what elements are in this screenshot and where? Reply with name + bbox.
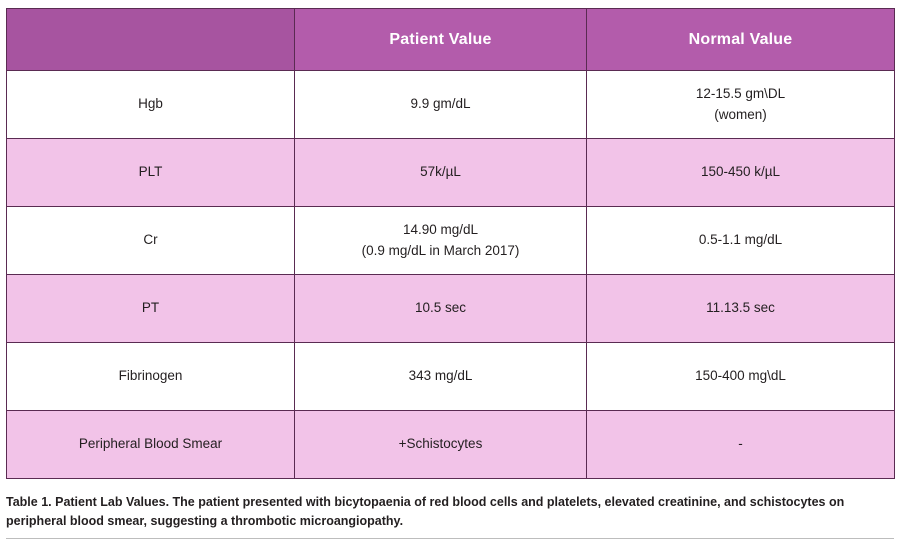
caption-title: Patient Lab Values.: [55, 495, 170, 509]
table-row: [7, 71, 895, 139]
table-caption: [6, 493, 894, 532]
normal-value-subtext: (women): [714, 106, 767, 122]
patient-value-text: +Schistocytes: [398, 436, 483, 452]
table-body: [7, 71, 895, 479]
row-label-plt: PLT: [7, 139, 295, 207]
patient-value-text: 14.90 mg/dL: [402, 222, 479, 238]
table-row: [7, 411, 895, 479]
row-label-hgb: Hgb: [7, 71, 295, 139]
row-label-fibrinogen: Fibrinogen: [7, 343, 295, 411]
header-cell-normal-value: Normal Value: [587, 9, 895, 71]
caption-number: Table 1.: [6, 495, 52, 509]
normal-value-text: -: [738, 436, 743, 452]
table-row: [7, 139, 895, 207]
row-label-pt: PT: [7, 275, 295, 343]
table-row: [7, 343, 895, 411]
row-normal-value-plt: [587, 139, 895, 207]
table-header-row: [7, 9, 895, 71]
row-label-peripheral-blood-smear: Peripheral Blood Smear: [7, 411, 295, 479]
normal-value-text: 0.5-1.1 mg/dL: [698, 232, 783, 248]
patient-value-text: 57k/µL: [420, 164, 461, 180]
table-row: [7, 207, 895, 275]
row-patient-value-plt: [295, 139, 587, 207]
header-cell-patient-value: Patient Value: [295, 9, 587, 71]
patient-value-text: 10.5 sec: [414, 300, 467, 316]
row-patient-value-peripheral-blood-smear: [295, 411, 587, 479]
normal-value-text: 150-400 mg\dL: [695, 368, 786, 384]
normal-value-text: 12-15.5 gm\DL: [695, 86, 786, 102]
table-header: [7, 9, 895, 71]
row-normal-value-fibrinogen: [587, 343, 895, 411]
row-normal-value-cr: [587, 207, 895, 275]
row-patient-value-pt: [295, 275, 587, 343]
patient-value-text: 343 mg/dL: [408, 368, 473, 384]
row-normal-value-peripheral-blood-smear: [587, 411, 895, 479]
caption-text: The patient presented with bicytopaenia of red blood cells and platelets, elevated creatinine, and schistocytes on peripheral blood smear, suggesting a thrombotic microangiopathy.: [6, 495, 845, 529]
normal-value-text: 11.13.5 sec: [706, 300, 775, 316]
row-normal-value-hgb: [587, 71, 895, 139]
row-normal-value-pt: [587, 275, 895, 343]
lab-values-table: [6, 8, 895, 479]
patient-value-subtext: (0.9 mg/dL in March 2017): [361, 242, 520, 258]
patient-value-text: 9.9 gm/dL: [410, 96, 471, 112]
table-row: [7, 275, 895, 343]
row-patient-value-cr: [295, 207, 587, 275]
row-label-cr: Cr: [7, 207, 295, 275]
row-patient-value-fibrinogen: [295, 343, 587, 411]
caption-divider: [6, 538, 894, 539]
normal-value-text: 150-450 k/µL: [700, 164, 781, 180]
row-patient-value-hgb: [295, 71, 587, 139]
header-cell-blank: [7, 9, 295, 71]
